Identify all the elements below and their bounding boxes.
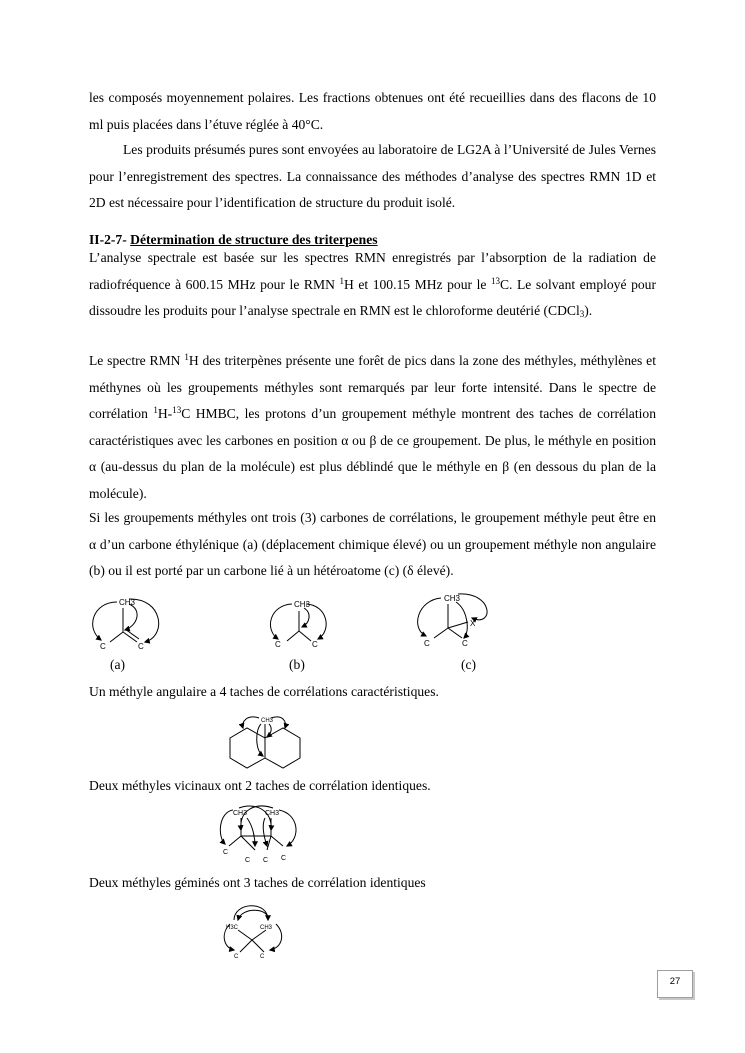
paragraph-4: Le spectre RMN $^1$H des triterpènes présente une forêt de pics dans la zone des méthyles, méthylènes et méthynes où les groupements méthyles sont remarqués par leur forte intensité. Dans le spectre de corrélation $^1$H-$^{13}$C HMBC, les protons d’un groupement méthyle montrent des taches de corrélation caractéristiques avec les carbones en position α ou β de ce groupement. De plus, le méthyle en position α (au-dessus du plan de la molécule) est plus déblindé que le méthyle en β (en dessous du plan de la molécule). <box>89 352 656 501</box>
page-number-box: 27 <box>657 970 693 998</box>
carbon-label: C <box>234 954 239 960</box>
h3c-label: H3C <box>226 925 239 931</box>
angular-methyl-diagram <box>225 710 305 772</box>
carbon-label: C <box>260 954 265 960</box>
ch3-label: CH3 <box>294 600 311 609</box>
paragraph-2: Les produits présumés pures sont envoyées au laboratoire de LG2A à l’Université de Jules Vernes pour l’enregistrement des spectres. La connaissance des méthodes d’analyse des spectres RMN 1D et 2D est nécessaire pour l’identification de structure du produit isolé. <box>89 142 656 210</box>
vicinal-methyls-diagram <box>215 802 305 866</box>
caption-angular-methyl: Un méthyle angulaire a 4 taches de corrélations caractéristiques. <box>89 684 439 699</box>
ch3-label: CH3 <box>260 925 273 931</box>
figure-a-diagram <box>85 590 175 652</box>
carbon-label: C <box>275 640 281 649</box>
ch3-label: CH3 <box>444 594 461 603</box>
paragraph-1: les composés moyennement polaires. Les fractions obtenues ont été recueillies dans des flacons de 10 ml puis placées dans l’étuve réglée à 40°C. <box>89 90 656 132</box>
section-number: II-2-7- <box>89 232 127 247</box>
carbon-label: C <box>263 857 269 864</box>
caption-geminal-methyls: Deux méthyles géminés ont 3 taches de corrélation identiques <box>89 875 426 890</box>
paragraph-3: L’analyse spectrale est basée sur les spectres RMN enregistrés par l’absorption de la radiation de radiofréquence à 600.15 MHz pour le RMN $^1$H et 100.15 MHz pour le $^{13}$C. Le solvant employé pour dissoudre les produits pour l’analyse spectrale en RMN est le chloroforme deutérié (CDCl$_3$). <box>89 250 656 319</box>
ch3-label: CH3 <box>119 598 136 607</box>
carbon-label: C <box>424 639 430 648</box>
ch3-label: CH3 <box>233 810 248 817</box>
carbon-label: C <box>462 639 468 648</box>
figure-c-diagram <box>408 588 503 652</box>
ch3-label: CH3 <box>261 718 274 724</box>
heteroatom-label: X <box>470 619 476 628</box>
paragraph-5: Si les groupements méthyles ont trois (3) carbones de corrélations, le groupement méthyle peut être en α d’un carbone éthylénique (a) (déplacement chimique élevé) ou un groupement méthyle non angulaire (b) ou il est porté par un carbone lié à un hétéroatome (c) (δ élevé). <box>89 510 656 578</box>
section-title: Détermination de structure des triterpenes <box>130 232 378 247</box>
geminal-methyls-diagram <box>220 898 295 962</box>
figure-label-c: (c) <box>461 657 477 672</box>
figure-label-a: (a) <box>110 657 126 672</box>
figure-b-diagram <box>258 595 338 653</box>
caption-vicinal-methyls: Deux méthyles vicinaux ont 2 taches de corrélation identiques. <box>89 778 431 793</box>
carbon-label: C <box>100 642 106 651</box>
carbon-label: C <box>245 857 251 864</box>
carbon-label: C <box>138 642 144 651</box>
figure-label-b: (b) <box>289 657 305 672</box>
carbon-label: C <box>281 855 287 862</box>
ch3-label: CH3 <box>265 810 280 817</box>
carbon-label: C <box>223 849 229 856</box>
carbon-label: C <box>312 640 318 649</box>
